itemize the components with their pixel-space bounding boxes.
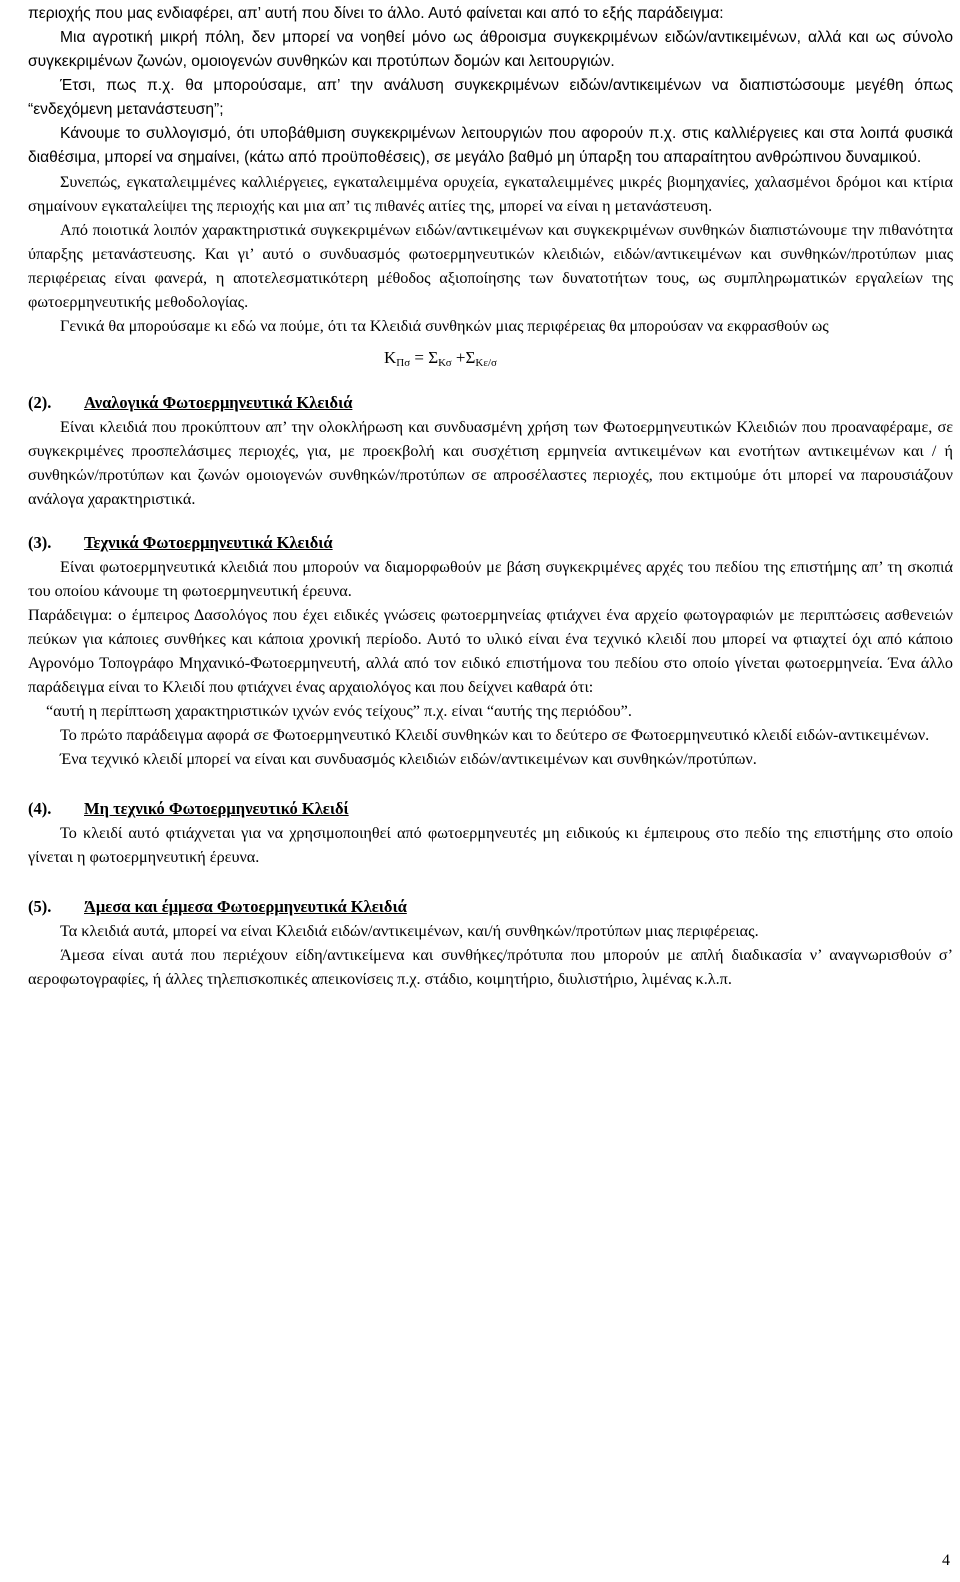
formula-eq: = <box>410 348 429 367</box>
paragraph-question: Έτσι, πως π.χ. θα μπορούσαμε, απ’ την ανάλυση συγκεκριμένων ειδών/αντικειμένων να διαπιστώσουμε μεγέθη όπως “ενδεχόμενη μετανάστευση”; <box>28 77 953 118</box>
section-title: Αναλογικά Φωτοερμηνευτικά Κλειδιά <box>84 393 353 412</box>
paragraph-quote: “αυτή η περίπτωση χαρακτηριστικών ιχνών ενός τείχους” π.χ. είναι “αυτής της περιόδου”. <box>46 702 632 720</box>
section-title: Άμεσα και έμμεσα Φωτοερμηνευτικά Κλειδιά <box>84 897 407 916</box>
section-body-non-technical-key: Το κλειδί αυτό φτιάχνεται για να χρησιμοποιηθεί από φωτοερμηνευτές μη ειδικούς κι έμπειρους στο πεδίο της επιστήμης στο οποίο γίνεται η φωτοερμηνευτική έρευνα. <box>28 824 953 866</box>
section-number: (2). <box>28 393 52 412</box>
section-heading-non-technical-key <box>28 797 953 821</box>
formula-sigma-1: Σ <box>428 348 439 367</box>
section-number: (4). <box>28 799 52 818</box>
formula-sigma-1-sub: Κσ <box>438 357 452 369</box>
formula <box>28 344 953 377</box>
paragraph-reasoning: Κάνουμε το συλλογισμό, ότι υποβάθμιση συγκεκριμένων λειτουργιών που αφορούν π.χ. στις καλλιέργειες και στα λοιπά φυσικά διαθέσιμα, μπορεί να σημαίνει, (κάτω από προϋποθέσεις), σε μεγάλο βαθμό μη ύπαρξη του απαραίτητου ανθρώπινου δυναμικού. <box>28 125 953 166</box>
section-heading-analog-keys <box>28 391 953 415</box>
paragraph-general: Γενικά θα μπορούσαμε κι εδώ να πούμε, ότι τα Κλειδιά συνθηκών μιας περιφέρειας θα μπορούσαν να εκφρασθούν ως <box>60 317 829 335</box>
section-body-technical-keys: Είναι φωτοερμηνευτικά κλειδιά που μπορούν να διαμορφωθούν με βάση συγκεκριμένες αρχές του πεδίου της επιστήμης απ’ τη σκοπιά του οποίου κάνουμε τη φωτοερμηνευτική έρευνα. <box>28 558 953 600</box>
formula-k: Κ <box>384 348 397 367</box>
section-body-direct-indirect-keys: Τα κλειδιά αυτά, μπορεί να είναι Κλειδιά ειδών/αντικειμένων, και/ή συνθηκών/προτύπων μιας περιφέρειας. <box>60 922 759 940</box>
paragraph-consequence: Συνεπώς, εγκαταλειμμένες καλλιέργειες, εγκαταλειμμένα ορυχεία, εγκαταλειμμένες μικρές βιομηχανίες, χαλασμένοι δρόμοι και κτίρια σημαίνουν εγκαταλείψει της περιοχής και μια απ’ τις πιθανές αιτίες της, μπορεί να είναι η μετανάστευση. <box>28 173 953 215</box>
section-heading-technical-keys <box>28 531 953 555</box>
formula-k-sub: Πσ <box>396 357 411 369</box>
paragraph-first-example: Το πρώτο παράδειγμα αφορά σε Φωτοερμηνευτικό Κλειδί συνθηκών και το δεύτερο σε Φωτοερμηνευτικό κλειδί ειδών-αντικειμένων. <box>60 726 930 744</box>
section-heading-direct-indirect-keys <box>28 895 953 919</box>
formula-plus: + <box>451 348 466 367</box>
paragraph-intro: περιοχής που μας ενδιαφέρει, απ’ αυτή που δίνει το άλλο. Αυτό φαίνεται και από το εξής παράδειγμα: <box>28 5 724 22</box>
section-number: (5). <box>28 897 52 916</box>
section-title: Τεχνικά Φωτοερμηνευτικά Κλειδιά <box>84 533 333 552</box>
section-title: Μη τεχνικό Φωτοερμηνευτικό Κλειδί <box>84 799 349 818</box>
paragraph-technical-example: Παράδειγμα: ο έμπειρος Δασολόγος που έχει ειδικές γνώσεις φωτοερμηνείας φτιάχνει ένα αρχείο φωτογραφιών με περιπτώσεις ασθενειών πεύκων για κάποιες συνθήκες και κάποια χρονική περίοδο. Αυτό το υλικό είναι ένα τεχνικό κλειδί που μπορεί να φτιαχτεί όχι από κάποιο Αγρονόμο Τοπογράφο Μηχανικό-Φωτοερμηνευτή, αλλά από τον ειδικό επιστήμονα του πεδίου στο οποίο γίνεται φωτοερμηνεία. Ένα άλλο παράδειγμα είναι το Κλειδί που φτιάχνει ένας αρχαιολόγος και που δείχνει καθαρά ότι: <box>28 606 953 696</box>
paragraph-example-town: Μια αγροτική μικρή πόλη, δεν μπορεί να νοηθεί μόνο ως άθροισμα συγκεκριμένων ειδών/αντικειμένων, αλλά και ως σύνολο συγκεκριμένων ζωνών, ομοιογενών συνθηκών και προτύπων δομών και λειτουργιών. <box>28 29 953 70</box>
section-number: (3). <box>28 533 52 552</box>
page-content <box>28 2 953 991</box>
formula-sigma-2: Σ <box>465 348 476 367</box>
formula-sigma-2-sub: Κε/σ <box>475 357 497 369</box>
paragraph-technical-combination: Ένα τεχνικό κλειδί μπορεί να είναι και συνδυασμός κλειδιών ειδών/αντικειμένων και συνθηκών/προτύπων. <box>60 750 757 768</box>
paragraph-combination: Από ποιοτικά λοιπόν χαρακτηριστικά συγκεκριμένων ειδών/αντικειμένων και συγκεκριμένων συνθηκών διαπιστώνουμε την πιθανότητα ύπαρξης μετανάστευσης. Και γι’ αυτό ο συνδυασμός φωτοερμηνευτικών κλειδιών, ειδών/αντικειμένων και συνθηκών/προτύπων μιας περιφέρειας είναι φανερά, η αποτελεσματικότερη μέθοδος αξιοποίησης των δυνατοτήτων τους, ως συμπληρωματικών εργαλείων της φωτοερμηνευτικής μεθοδολογίας. <box>28 221 953 311</box>
section-body-analog-keys: Είναι κλειδιά που προκύπτουν απ’ την ολοκλήρωση και συνδυασμένη χρήση των Φωτοερμηνευτικών Κλειδιών που προαναφέραμε, σε συγκεκριμένες προσπελάσιμες περιοχές, για, με προεκβολή και συσχέτιση ερμηνεία αντικειμένων και ενοτήτων αντικειμένων και / ή συνθηκών/προτύπων και ζωνών ομοιογενών συνθηκών/προτύπων σε απροσέλαστες περιοχές, που εκτιμούμε ότι μπορεί να παρουσιάζουν ανάλογα χαρακτηριστικά. <box>28 418 953 508</box>
page-number: 4 <box>942 1552 950 1569</box>
paragraph-direct-keys: Άμεσα είναι αυτά που περιέχουν είδη/αντικείμενα και συνθήκες/πρότυπα που μπορούν με απλή διαδικασία ν’ αναγνωρισθούν σ’ αεροφωτογραφίες, ή άλλες τηλεπισκοπικές απεικονίσεις π.χ. στάδιο, κοιμητήριο, διυλιστήριο, λιμένας κ.λ.π. <box>28 946 953 988</box>
